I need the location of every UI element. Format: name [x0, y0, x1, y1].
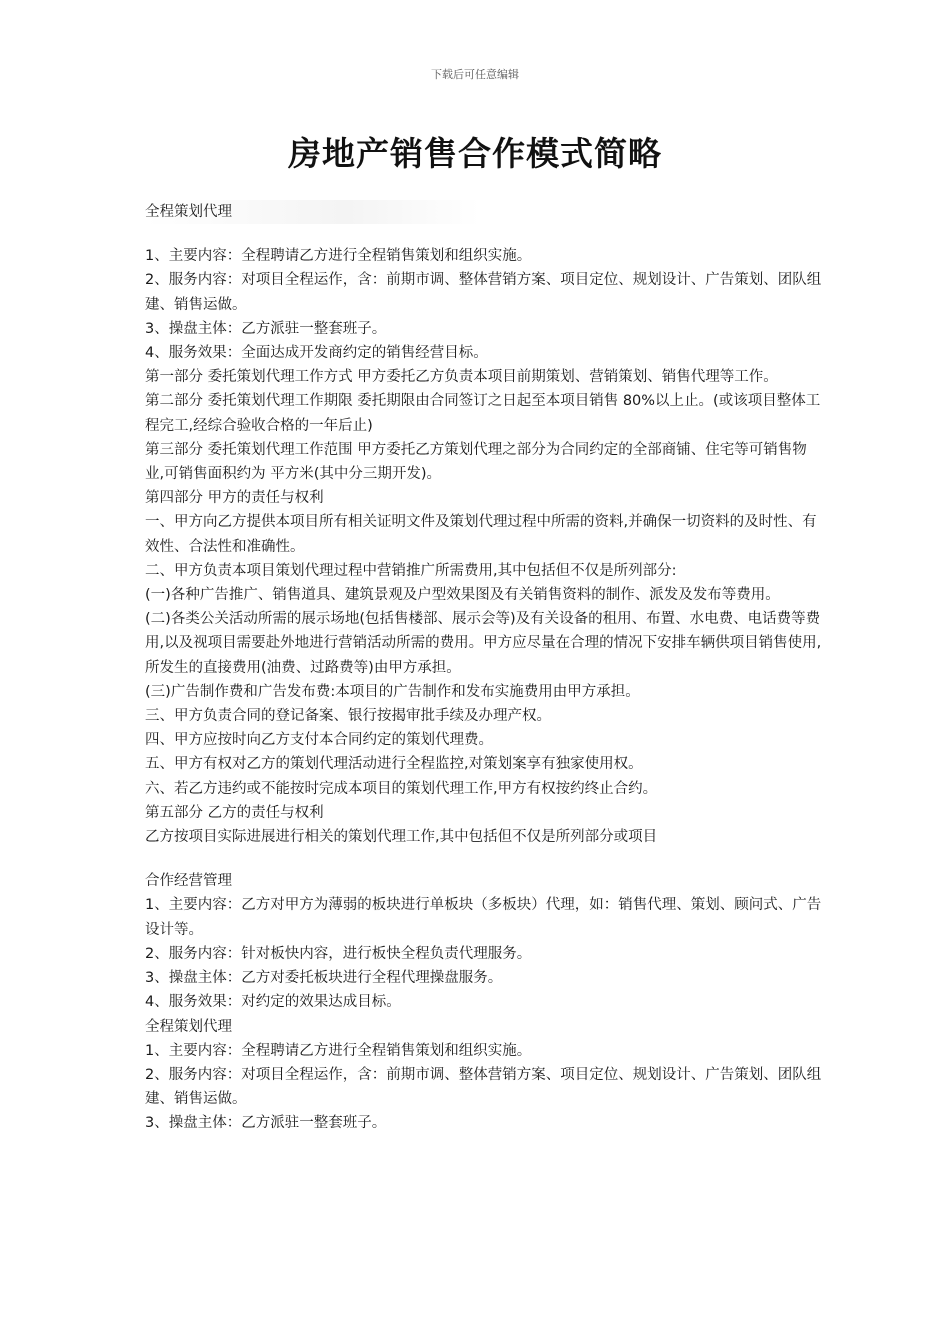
header-note: 下载后可任意编辑 [431, 68, 519, 81]
paragraph: (一)各种广告推广、销售道具、建筑景观及户型效果图及有关销售资料的制作、派发及发布等费用。 [145, 587, 780, 604]
paragraph: 3、操盘主体：乙方对委托板块进行全程代理操盘服务。 [145, 970, 503, 987]
paragraph: 第一部分 委托策划代理工作方式 甲方委托乙方负责本项目前期策划、营销策划、销售代理等工作。 [145, 369, 778, 386]
paragraph: 五、甲方有权对乙方的策划代理活动进行全程监控,对策划案享有独家使用权。 [145, 756, 643, 773]
paragraph: 第四部分 甲方的责任与权利 [145, 490, 324, 507]
spacer [145, 849, 825, 869]
paragraph: 4、服务效果：全面达成开发商约定的销售经营目标。 [145, 345, 488, 362]
paragraph: 六、若乙方违约或不能按时完成本项目的策划代理工作,甲方有权按约终止合约。 [145, 780, 658, 797]
section-heading: 全程策划代理 [145, 200, 480, 224]
paragraph: 1、主要内容：乙方对甲方为薄弱的板块进行单板块（多板块）代理，如：销售代理、策划、顾问式、广告设计等。 [145, 897, 822, 938]
section-2-lines [145, 893, 825, 1014]
paragraph: 2、服务内容：针对板快内容，进行板快全程负责代理服务。 [145, 945, 532, 962]
paragraph: 第二部分 委托策划代理工作期限 委托期限由合同签订之日起至本项目销售 80%以上止。(或该项目整体工程完工,经综合验收合格的一年后止) [145, 393, 821, 434]
paragraph: 三、甲方负责合同的登记备案、银行按揭审批手续及办理产权。 [145, 708, 551, 725]
paragraph: 2、服务内容：对项目全程运作，含：前期市调、整体营销方案、项目定位、规划设计、广告策划、团队组建、销售运做。 [145, 1066, 822, 1108]
paragraph: 3、操盘主体：乙方派驻一整套班子。 [145, 1115, 387, 1132]
document-title: 房地产销售合作模式简略 [288, 134, 662, 173]
document-body [145, 200, 825, 1136]
paragraph: 一、甲方向乙方提供本项目所有相关证明文件及策划代理过程中所需的资料,并确保一切资料的及时性、有效性、合法性和准确性。 [145, 514, 817, 555]
section-1-lines [145, 244, 825, 849]
paragraph: 4、服务效果：对约定的效果达成目标。 [145, 994, 401, 1011]
paragraph: 乙方按项目实际进展进行相关的策划代理工作,其中包括但不仅是所列部分或项目 [145, 829, 658, 846]
paragraph: 1、主要内容：全程聘请乙方进行全程销售策划和组织实施。 [145, 248, 532, 265]
paragraph: (三)广告制作费和广告发布费:本项目的广告制作和发布实施费用由甲方承担。 [145, 683, 640, 700]
section-heading: 全程策划代理 [145, 1018, 232, 1035]
section-3-lines [145, 1039, 825, 1136]
paragraph: 第五部分 乙方的责任与权利 [145, 804, 324, 821]
paragraph: 四、甲方应按时向乙方支付本合同约定的策划代理费。 [145, 732, 493, 749]
section-heading: 合作经营管理 [145, 873, 232, 890]
paragraph: 第三部分 委托策划代理工作范围 甲方委托乙方策划代理之部分为合同约定的全部商铺、住宅等可销售物业,可销售面积约为 平方米(其中分三期开发)。 [145, 441, 807, 483]
paragraph: 3、操盘主体：乙方派驻一整套班子。 [145, 320, 387, 337]
spacer [145, 224, 825, 244]
paragraph: 二、甲方负责本项目策划代理过程中营销推广所需费用,其中包括但不仅是所列部分: [145, 562, 677, 579]
paragraph: 1、主要内容：全程聘请乙方进行全程销售策划和组织实施。 [145, 1042, 532, 1059]
paragraph: 2、服务内容：对项目全程运作，含：前期市调、整体营销方案、项目定位、规划设计、广告策划、团队组建、销售运做。 [145, 272, 822, 313]
paragraph: (二)各类公关活动所需的展示场地(包括售楼部、展示会等)及有关设备的租用、布置、水电费、电话费等费用,以及视项目需要赴外地进行营销活动所需的费用。甲方应尽量在合理的情况下安排车辆供项目销售使用,所发生的直接费用(油费、过路费等)由甲方承担。 [145, 611, 822, 676]
